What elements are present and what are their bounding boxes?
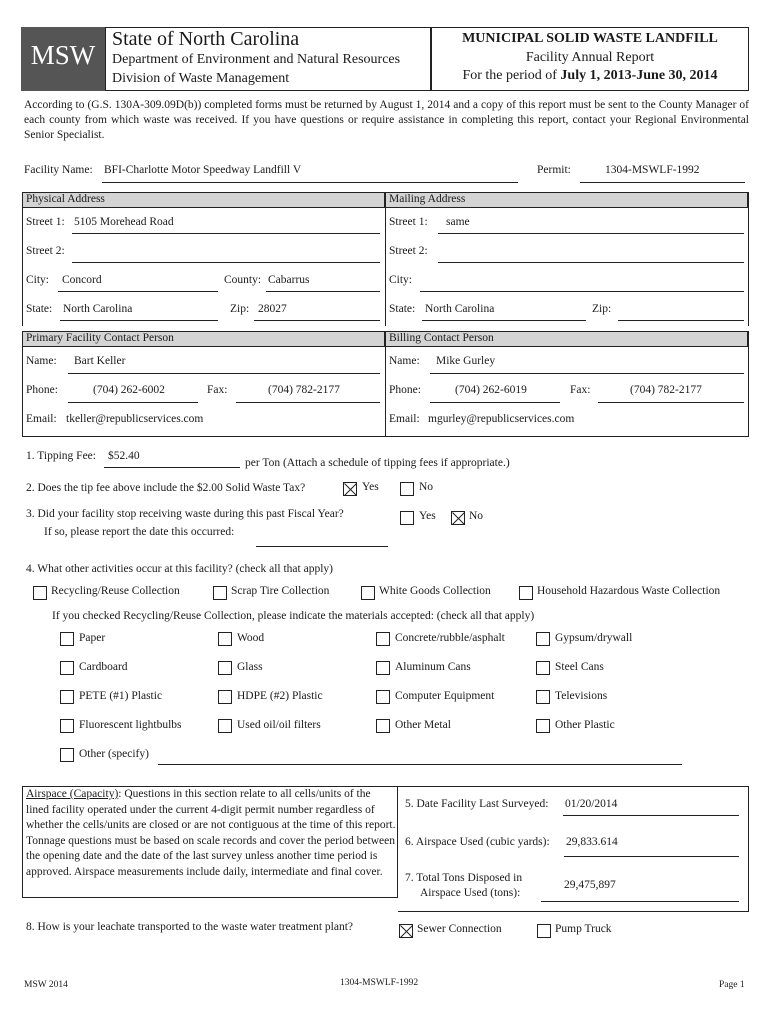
q1-tipping-fee-value[interactable]: $52.40 [108, 450, 140, 462]
billing-phone-line [430, 402, 560, 403]
airspace-heading: Airspace (Capacity) [26, 788, 119, 800]
q2-yes-label: Yes [362, 481, 379, 493]
primary-name-value[interactable]: Bart Keller [74, 355, 126, 367]
state-title: State of North Carolina [112, 28, 300, 50]
q5-label: 5. Date Facility Last Surveyed: [405, 798, 549, 810]
mail-state-line [422, 320, 586, 321]
material-fluorescent-checkbox[interactable] [60, 719, 74, 733]
q7-line [541, 901, 739, 902]
period-prefix: For the period of [462, 68, 561, 83]
activity-hhw-label: Household Hazardous Waste Collection [537, 585, 721, 597]
physical-address-heading: Physical Address [26, 193, 105, 205]
q3-yes-checkbox[interactable] [400, 511, 414, 525]
phys-street2-line [72, 262, 380, 263]
report-name: Facility Annual Report [525, 50, 655, 65]
material-steel-label: Steel Cans [555, 661, 604, 673]
material-paper-checkbox[interactable] [60, 632, 74, 646]
mail-street2-line [438, 262, 744, 263]
activity-recycling-label: Recycling/Reuse Collection [51, 585, 180, 597]
address-right-border [748, 192, 749, 326]
contact-divider [385, 331, 386, 437]
q2-no-checkbox[interactable] [400, 482, 414, 496]
q3-yes-label: Yes [419, 510, 436, 522]
phys-county-value[interactable]: Cabarrus [268, 274, 310, 286]
phys-zip-label: Zip: [230, 303, 250, 315]
material-other-plastic-label: Other Plastic [555, 719, 615, 731]
q8-sewer-connection-label: Sewer Connection [417, 923, 502, 935]
mailing-address-heading: Mailing Address [389, 193, 466, 205]
material-other-metal-checkbox[interactable] [376, 719, 390, 733]
billing-fax-label: Fax: [570, 384, 591, 396]
material-other-plastic-checkbox[interactable] [536, 719, 550, 733]
material-gypsum-label: Gypsum/drywall [555, 632, 633, 644]
q8-label: 8. How is your leachate transported to the waste water treatment plant? [26, 921, 353, 933]
primary-contact-heading: Primary Facility Contact Person [26, 332, 174, 344]
billing-fax-value[interactable]: (704) 782-2177 [630, 384, 702, 396]
material-aluminum-label: Aluminum Cans [395, 661, 471, 673]
billing-contact-heading: Billing Contact Person [389, 332, 494, 344]
material-used-oil-checkbox[interactable] [218, 719, 232, 733]
q1-tipping-fee-line [104, 467, 240, 468]
material-used-oil-label: Used oil/oil filters [237, 719, 321, 731]
phys-zip-value[interactable]: 28027 [258, 303, 287, 315]
q1-suffix: per Ton (Attach a schedule of tipping fees if appropriate.) [245, 457, 510, 469]
q3-no-checkbox[interactable] [451, 511, 465, 525]
q4-sub-label: If you checked Recycling/Reuse Collection, please indicate the materials accepted: (check all that apply) [52, 610, 535, 622]
material-concrete-label: Concrete/rubble/asphalt [395, 632, 505, 644]
q4-label: 4. What other activities occur at this facility? (check all that apply) [26, 563, 333, 575]
primary-fax-line [236, 402, 380, 403]
material-paper-label: Paper [79, 632, 106, 644]
report-type: MUNICIPAL SOLID WASTE LANDFILL [462, 31, 718, 46]
address-left-border [22, 192, 23, 326]
phys-city-value[interactable]: Concord [62, 274, 102, 286]
phys-city-line [58, 291, 218, 292]
material-gypsum-checkbox[interactable] [536, 632, 550, 646]
billing-email-value[interactable]: mgurley@republicservices.com [428, 413, 575, 425]
mail-state-value[interactable]: North Carolina [425, 303, 495, 315]
q7-value[interactable]: 29,475,897 [564, 879, 616, 891]
activity-recycling-checkbox[interactable] [33, 586, 47, 600]
q8-pump-truck-label: Pump Truck [555, 923, 612, 935]
mail-street1-label: Street 1: [389, 216, 428, 228]
q6-line [564, 856, 739, 857]
material-glass-label: Glass [237, 661, 263, 673]
airspace-text [26, 787, 396, 880]
primary-name-line [68, 373, 380, 374]
material-aluminum-checkbox[interactable] [376, 661, 390, 675]
mail-city-line [420, 291, 744, 292]
mail-street1-line [438, 233, 744, 234]
material-wood-checkbox[interactable] [218, 632, 232, 646]
facility-name-label: Facility Name: [24, 164, 93, 176]
billing-fax-line [598, 402, 744, 403]
q3-sub-label: If so, please report the date this occurred: [44, 526, 235, 538]
primary-phone-value[interactable]: (704) 262-6002 [93, 384, 165, 396]
primary-name-label: Name: [26, 355, 57, 367]
phys-county-line [266, 291, 380, 292]
mail-street1-value[interactable]: same [446, 216, 470, 228]
material-other-specify-line[interactable] [158, 764, 682, 765]
billing-phone-value[interactable]: (704) 262-6019 [455, 384, 527, 396]
billing-name-line [430, 373, 744, 374]
footer-center: 1304-MSWLF-1992 [340, 978, 419, 988]
billing-email-label: Email: [389, 413, 420, 425]
activity-white-goods-label: White Goods Collection [379, 585, 491, 597]
q2-yes-checkbox[interactable] [343, 482, 357, 496]
billing-phone-label: Phone: [389, 384, 421, 396]
msw-logo-text: MSW [30, 40, 96, 70]
activity-hhw-checkbox[interactable] [519, 586, 533, 600]
mail-street2-label: Street 2: [389, 245, 428, 257]
material-pete-label: PETE (#1) Plastic [79, 690, 163, 702]
q8-sewer-connection-checkbox[interactable] [399, 924, 413, 938]
airspace-description: : Questions in this section relate to all cells/units of the lined facility operated under the current 4-digit permit number regardless of whether the cells/units are closed or are not contiguous at the time of this report. Tonnage questions must be based on scale records and cover the period between the opening date and the date of the last survey unless another time period is approved. Airspace measurements include daily, intermediate and final cover. [26, 788, 396, 878]
material-televisions-label: Televisions [555, 690, 608, 702]
material-steel-checkbox[interactable] [536, 661, 550, 675]
primary-fax-value[interactable]: (704) 782-2177 [268, 384, 340, 396]
material-glass-checkbox[interactable] [218, 661, 232, 675]
material-computer-label: Computer Equipment [395, 690, 495, 702]
material-hdpe-label: HDPE (#2) Plastic [237, 690, 323, 702]
permit-line [580, 182, 745, 183]
material-wood-label: Wood [237, 632, 265, 644]
primary-phone-line [68, 402, 198, 403]
primary-phone-label: Phone: [26, 384, 58, 396]
facility-name-line [102, 182, 518, 183]
contact-right-border [748, 331, 749, 437]
q2-no-label: No [419, 481, 434, 493]
q3-date-line[interactable] [256, 546, 388, 547]
material-cardboard-label: Cardboard [79, 661, 128, 673]
intro-text: According to (G.S. 130A-309.09D(b)) completed forms must be returned by August 1, 2014 and a copy of this report must be sent to the County Manager of each county from which waste was received. If you have questions or require assistance in completing this report, contact your Regional Environmental Senior Specialist. [24, 99, 749, 141]
division-name: Division of Waste Management [112, 71, 290, 86]
q1-label: 1. Tipping Fee: [26, 450, 96, 462]
material-concrete-checkbox[interactable] [376, 632, 390, 646]
material-fluorescent-label: Fluorescent lightbulbs [79, 719, 182, 731]
permit-label: Permit: [537, 164, 571, 176]
activity-scrap-tire-checkbox[interactable] [213, 586, 227, 600]
contact-bottom-border [22, 436, 749, 437]
activity-scrap-tire-label: Scrap Tire Collection [231, 585, 330, 597]
activity-white-goods-checkbox[interactable] [361, 586, 375, 600]
phys-street1-label: Street 1: [26, 216, 65, 228]
q8-pump-truck-checkbox[interactable] [537, 924, 551, 938]
billing-name-label: Name: [389, 355, 420, 367]
facility-name-value[interactable]: BFI-Charlotte Motor Speedway Landfill V [104, 164, 302, 176]
q6-label: 6. Airspace Used (cubic yards): [405, 836, 550, 848]
q7-label-2: Airspace Used (tons): [420, 887, 521, 899]
department-name: Department of Environment and Natural Resources [112, 52, 401, 67]
mail-state-label: State: [389, 303, 416, 315]
mail-zip-line [618, 320, 744, 321]
primary-email-label: Email: [26, 413, 57, 425]
material-other-metal-label: Other Metal [395, 719, 451, 731]
mail-zip-label: Zip: [592, 303, 612, 315]
primary-fax-label: Fax: [207, 384, 228, 396]
phys-county-label: County: [224, 274, 262, 286]
period-dates: July 1, 2013-June 30, 2014 [560, 68, 718, 83]
material-computer-checkbox[interactable] [376, 690, 390, 704]
material-cardboard-checkbox[interactable] [60, 661, 74, 675]
q2-label: 2. Does the tip fee above include the $2.00 Solid Waste Tax? [26, 482, 306, 494]
footer-left: MSW 2014 [24, 980, 68, 990]
permit-value[interactable]: 1304-MSWLF-1992 [605, 164, 700, 176]
phys-street1-value[interactable]: 5105 Morehead Road [74, 216, 174, 228]
phys-state-value[interactable]: North Carolina [63, 303, 133, 315]
material-pete-checkbox[interactable] [60, 690, 74, 704]
phys-street2-label: Street 2: [26, 245, 65, 257]
q6-value[interactable]: 29,833.614 [566, 836, 618, 848]
q3-label: 3. Did your facility stop receiving waste during this past Fiscal Year? [26, 508, 344, 520]
contact-left-border [22, 331, 23, 437]
material-televisions-checkbox[interactable] [536, 690, 550, 704]
report-period [431, 68, 749, 84]
primary-email-value[interactable]: tkeller@republicservices.com [66, 413, 204, 425]
phys-state-line [60, 320, 218, 321]
phys-state-label: State: [26, 303, 53, 315]
q7-label-1: 7. Total Tons Disposed in [405, 872, 523, 884]
material-other-checkbox[interactable] [60, 748, 74, 762]
address-divider [385, 192, 386, 326]
q5-value[interactable]: 01/20/2014 [565, 798, 618, 810]
footer-right: Page 1 [719, 980, 745, 990]
mail-city-label: City: [389, 274, 413, 286]
phys-zip-line [254, 320, 380, 321]
material-other-label: Other (specify) [79, 748, 149, 760]
q5-line [563, 815, 739, 816]
q3-no-label: No [469, 510, 484, 522]
phys-city-label: City: [26, 274, 50, 286]
phys-street1-line [72, 233, 380, 234]
billing-name-value[interactable]: Mike Gurley [436, 355, 496, 367]
material-hdpe-checkbox[interactable] [218, 690, 232, 704]
